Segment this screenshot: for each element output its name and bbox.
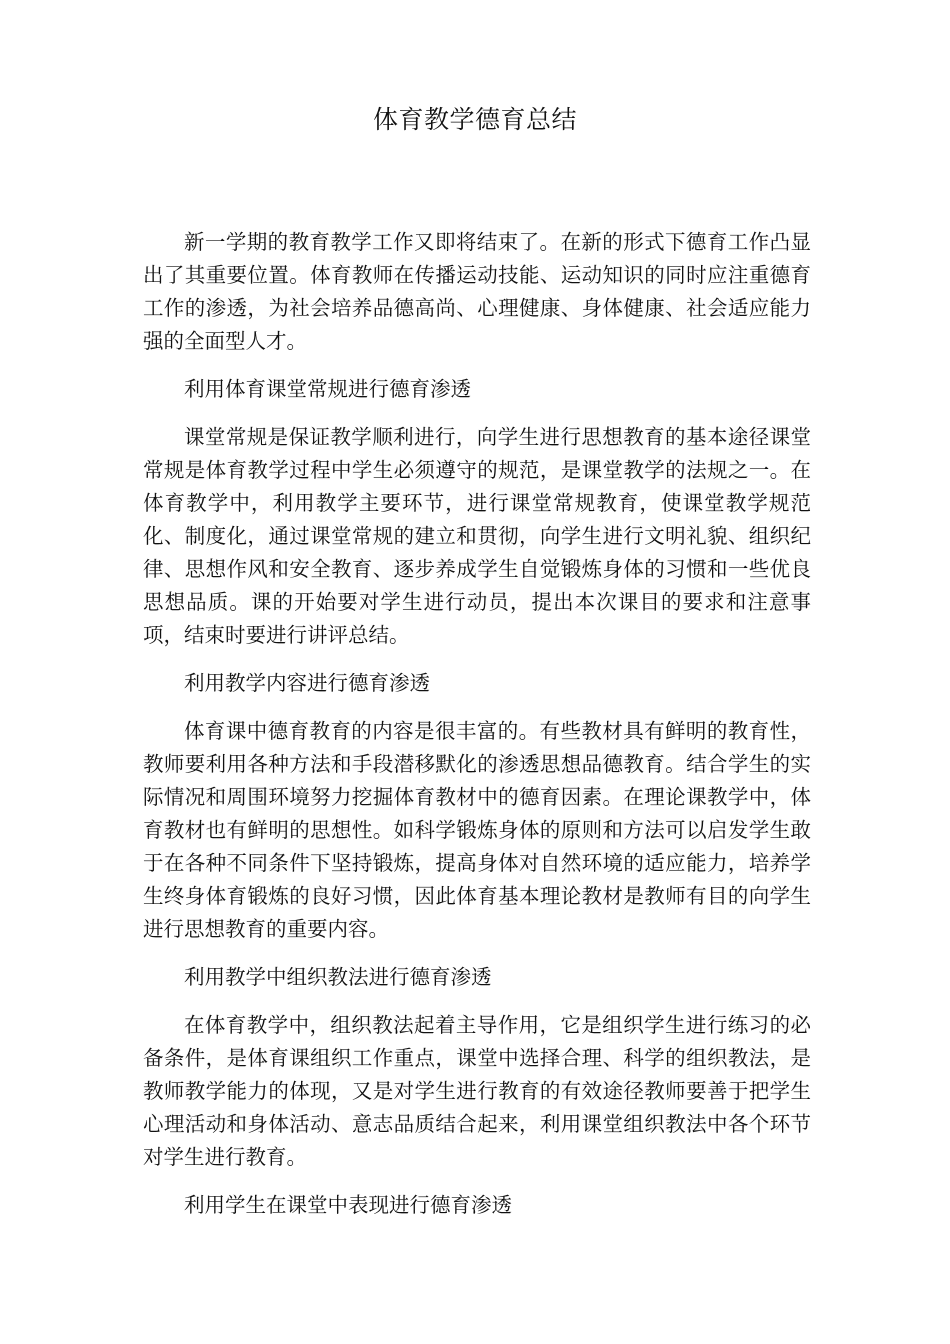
document-title: 体育教学德育总结 bbox=[372, 105, 577, 134]
section-heading-student-performance: 利用学生在课堂中表现进行德育渗透 bbox=[184, 1193, 512, 1217]
document-body bbox=[143, 226, 811, 1222]
section-heading-teaching-methods: 利用教学中组织教法进行德育渗透 bbox=[184, 965, 492, 989]
paragraph-classroom-routine: 课堂常规是保证教学顺利进行，向学生进行思想教育的基本途径课堂常规是体育教学过程中学生必须遵守的规范，是课堂教学的法规之一。在体育教学中，利用教学主要环节，进行课堂常规教育，使课堂教学规范化、制度化，通过课堂常规的建立和贯彻，向学生进行文明礼貌、组织纪律、思想作风和安全教育、逐步养成学生自觉锻炼身体的习惯和一些优良思想品质。课的开始要对学生进行动员，提出本次课目的要求和注意事项，结束时要进行讲评总结。 bbox=[143, 425, 811, 647]
section-heading-teaching-content: 利用教学内容进行德育渗透 bbox=[184, 671, 430, 695]
paragraph-teaching-methods: 在体育教学中，组织教法起着主导作用，它是组织学生进行练习的必备条件，是体育课组织工作重点，课堂中选择合理、科学的组织教法，是教师教学能力的体现，又是对学生进行教育的有效途径教师要善于把学生心理活动和身体活动、意志品质结合起来，利用课堂组织教法中各个环节对学生进行教育。 bbox=[143, 1013, 811, 1169]
paragraph-teaching-content: 体育课中德育教育的内容是很丰富的。有些教材具有鲜明的教育性，教师要利用各种方法和手段潜移默化的渗透思想品德教育。结合学生的实际情况和周围环境努力挖掘体育教材中的德育因素。在理论课教学中，体育教材也有鲜明的思想性。如科学锻炼身体的原则和方法可以启发学生敢于在各种不同条件下坚持锻炼，提高身体对自然环境的适应能力，培养学生终身体育锻炼的良好习惯，因此体育基本理论教材是教师有目的向学生进行思想教育的重要内容。 bbox=[143, 719, 811, 941]
section-heading-classroom-routine: 利用体育课堂常规进行德育渗透 bbox=[184, 377, 471, 401]
paragraph-intro: 新一学期的教育教学工作又即将结束了。在新的形式下德育工作凸显出了其重要位置。体育教师在传播运动技能、运动知识的同时应注重德育工作的渗透，为社会培养品德高尚、心理健康、身体健康、社会适应能力强的全面型人才。 bbox=[143, 230, 811, 353]
